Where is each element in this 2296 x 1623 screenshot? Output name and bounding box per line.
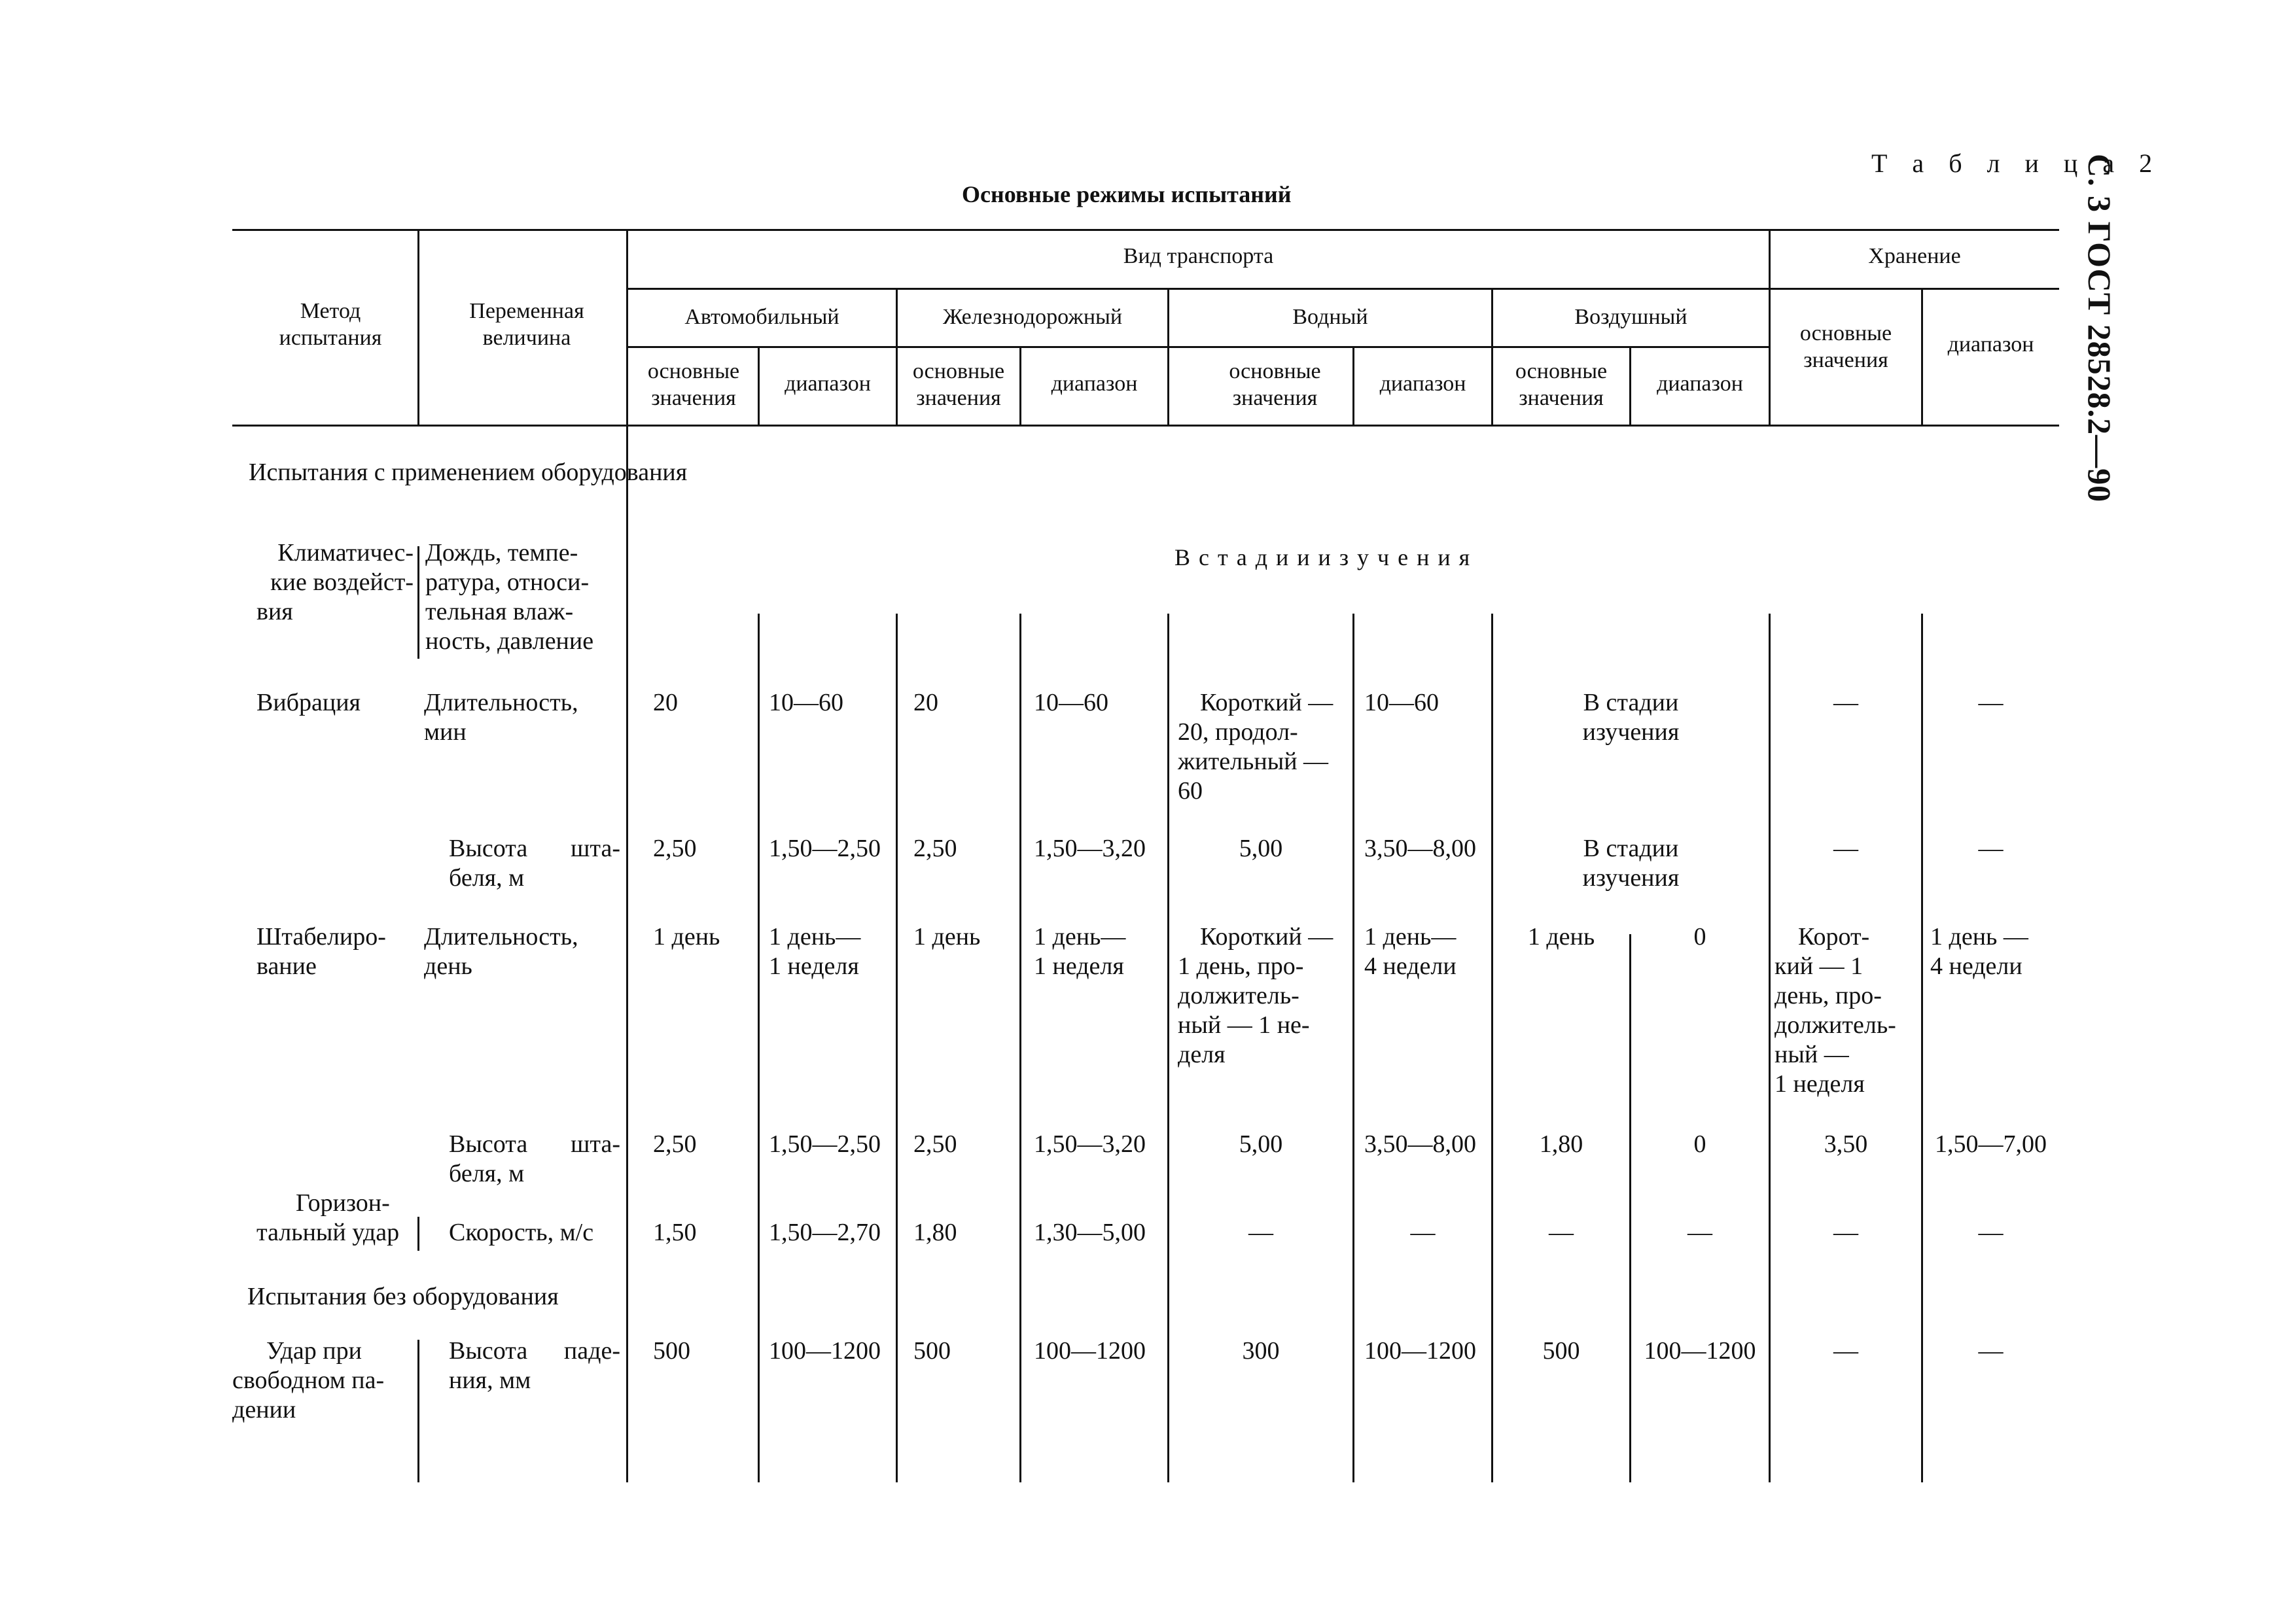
body-sep: [896, 614, 898, 1482]
header-air: Воздушный: [1574, 305, 1687, 329]
header-variable: Переменная величина: [469, 299, 584, 350]
vib-h-water-basic: 5,00: [1239, 835, 1283, 862]
page-label: С. 3 ГОСТ 28528.2—90: [2081, 154, 2118, 503]
stack-dur-storage-range: 1 день — 4 недели: [1930, 923, 2028, 980]
header-air-basic: основные значения: [1515, 359, 1608, 410]
col-sep: [417, 229, 419, 426]
ff-rail-range: 100—1200: [1034, 1337, 1146, 1365]
ff-water-basic: 300: [1242, 1337, 1280, 1365]
ff-storage-range: —: [1978, 1337, 2004, 1365]
hi-auto-basic: 1,50: [653, 1219, 697, 1246]
vib-h-rail-range: 1,50—3,20: [1034, 835, 1146, 862]
vib-dur-auto-basic: 20: [653, 689, 678, 716]
section-with-equipment: Испытания с применением оборудования: [249, 459, 688, 486]
stack-dur-air-range: 0: [1693, 923, 1706, 951]
vib-h-auto-basic: 2,50: [653, 835, 697, 862]
vib-h-storage-basic: —: [1833, 835, 1858, 862]
hi-air-basic: —: [1549, 1219, 1574, 1246]
stack-h-air-range: 0: [1693, 1130, 1706, 1158]
stack-dur-rail-range: 1 день— 1 неделя: [1034, 923, 1126, 980]
body-sep: [1629, 934, 1631, 1482]
climate-variable: Дождь, темпе- ратура, относи- тельная влаж- ность, давление: [425, 539, 594, 655]
stack-height-variable: Высота шта- беля, м: [449, 1130, 620, 1187]
ff-water-range: 100—1200: [1364, 1337, 1476, 1365]
vibration-variable: Длительность, мин: [424, 689, 578, 746]
stack-h-storage-basic: 3,50: [1824, 1130, 1868, 1158]
stack-h-storage-range: 1,50—7,00: [1935, 1130, 2047, 1158]
stack-h-auto-basic: 2,50: [653, 1130, 697, 1158]
hi-rail-basic: 1,80: [913, 1219, 957, 1246]
vib-h-auto-range: 1,50—2,50: [769, 835, 881, 862]
body-sep: [417, 546, 419, 659]
header-transport: Вид транспорта: [1123, 244, 1274, 268]
horizontal-impact-variable: Скорость, м/с: [449, 1219, 594, 1246]
ff-auto-range: 100—1200: [769, 1337, 881, 1365]
stack-h-water-basic: 5,00: [1239, 1130, 1283, 1158]
stack-dur-rail-basic: 1 день: [913, 923, 981, 951]
vib-height-variable: Высота шта- беля, м: [449, 835, 620, 892]
vib-dur-auto-range: 10—60: [769, 689, 843, 716]
header-method: Метод испытания: [279, 299, 382, 350]
free-fall-method: Удар при свободном па- дении: [232, 1337, 385, 1423]
body-sep: [1352, 614, 1354, 1482]
stacking-method: Штабелиро- вание: [256, 923, 386, 980]
header-auto: Автомобильный: [684, 305, 839, 329]
stack-h-rail-range: 1,50—3,20: [1034, 1130, 1146, 1158]
vibration-method: Вибрация: [256, 689, 361, 716]
stack-h-rail-basic: 2,50: [913, 1130, 957, 1158]
header-water-range: диапазон: [1379, 372, 1466, 396]
header-rail-range: диапазон: [1051, 372, 1138, 396]
hi-water-range: —: [1410, 1219, 1436, 1246]
vib-dur-rail-basic: 20: [913, 689, 938, 716]
header-auto-basic: основные значения: [647, 359, 740, 410]
stack-h-auto-range: 1,50—2,50: [769, 1130, 881, 1158]
body-sep: [626, 426, 628, 1482]
table-title: Основные режимы испытаний: [962, 181, 1292, 207]
header-auto-range: диапазон: [785, 372, 871, 396]
vib-h-air: В стадии изучения: [1582, 835, 1680, 892]
header-storage-basic: основные значения: [1799, 321, 1892, 372]
vib-dur-storage-range: —: [1978, 689, 2004, 716]
header-rail: Железнодорожный: [942, 305, 1123, 329]
stack-dur-water-range: 1 день— 4 недели: [1364, 923, 1457, 980]
hi-air-range: —: [1687, 1219, 1712, 1246]
header-storage-range: диапазон: [1947, 332, 2034, 357]
stack-dur-auto-basic: 1 день: [653, 923, 720, 951]
stacking-variable: Длительность, день: [424, 923, 578, 980]
stack-dur-air-basic: 1 день: [1527, 923, 1595, 951]
section-without-equipment: Испытания без оборудования: [247, 1283, 559, 1310]
header-storage: Хранение: [1868, 244, 1961, 268]
table-number: Т а б л и ц а 2: [1871, 148, 2162, 178]
vib-h-rail-basic: 2,50: [913, 835, 957, 862]
stack-dur-auto-range: 1 день— 1 неделя: [769, 923, 861, 980]
vib-dur-air: В стадии изучения: [1582, 689, 1680, 746]
header-water: Водный: [1292, 305, 1368, 329]
header-bottom-rule: [232, 425, 2059, 427]
header-water-basic: основные значения: [1229, 359, 1321, 410]
ff-auto-basic: 500: [653, 1337, 690, 1365]
header-top-rule: [232, 229, 2059, 231]
body-sep: [758, 614, 760, 1482]
horizontal-impact-method: Горизон- тальный удар: [256, 1189, 400, 1246]
ff-storage-basic: —: [1833, 1337, 1858, 1365]
ff-rail-basic: 500: [913, 1337, 951, 1365]
stack-h-air-basic: 1,80: [1539, 1130, 1583, 1158]
ff-air-range: 100—1200: [1644, 1337, 1756, 1365]
header-rule-3: [626, 346, 1770, 348]
free-fall-variable: Высота паде- ния, мм: [449, 1337, 620, 1394]
vib-dur-water-range: 10—60: [1364, 689, 1439, 716]
climate-method: Климатичес- кие воздейст- вия: [256, 539, 414, 625]
ff-air-basic: 500: [1542, 1337, 1580, 1365]
vib-dur-water-basic: Короткий — 20, продол- жительный — 60: [1178, 689, 1333, 805]
body-sep: [417, 1217, 419, 1251]
vib-dur-storage-basic: —: [1833, 689, 1858, 716]
vib-h-water-range: 3,50—8,00: [1364, 835, 1476, 862]
body-sep: [1019, 614, 1021, 1482]
stack-h-water-range: 3,50—8,00: [1364, 1130, 1476, 1158]
vib-h-storage-range: —: [1978, 835, 2004, 862]
hi-storage-basic: —: [1833, 1219, 1858, 1246]
under-study-wide: В с т а д и и и з у ч е н и я: [1174, 544, 1472, 570]
header-rule-2: [626, 288, 2059, 290]
hi-rail-range: 1,30—5,00: [1034, 1219, 1146, 1246]
hi-water-basic: —: [1248, 1219, 1273, 1246]
stack-dur-water-basic: Короткий — 1 день, про- должитель- ный — 1 не- деля: [1178, 923, 1333, 1068]
vib-dur-rail-range: 10—60: [1034, 689, 1108, 716]
header-rail-basic: основные значения: [912, 359, 1005, 410]
hi-auto-range: 1,50—2,70: [769, 1219, 881, 1246]
body-sep: [417, 1340, 419, 1482]
stack-dur-storage-basic: Корот- кий — 1 день, про- должитель- ный — 1 неделя: [1775, 923, 1896, 1098]
header-air-range: диапазон: [1657, 372, 1743, 396]
hi-storage-range: —: [1978, 1219, 2004, 1246]
